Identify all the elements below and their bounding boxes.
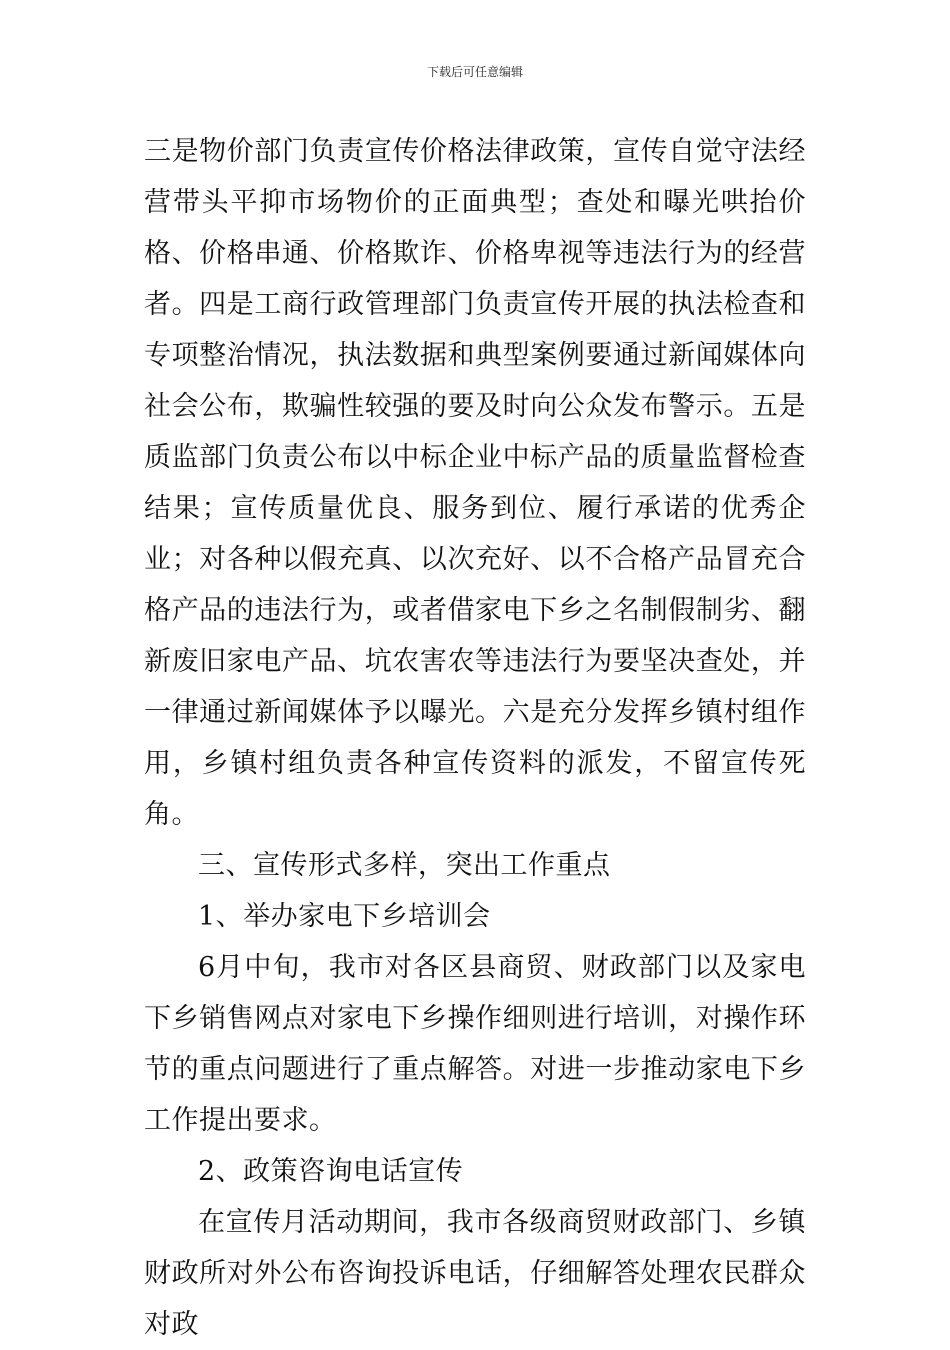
paragraph-training-meeting: 6月中旬，我市对各区县商贸、财政部门以及家电下乡销售网点对家电下乡操作细则进行培训，对操作环节的重点问题进行了重点解答。对进一步推动家电下乡工作提出要求。 (144, 952, 806, 1136)
subheading-training-meeting: 1、举办家电下乡培训会 (198, 901, 491, 932)
subheading-phone-consultation: 2、政策咨询电话宣传 (198, 1156, 464, 1187)
section-heading-publicity-forms: 三、宣传形式多样，突出工作重点 (198, 850, 611, 881)
paragraph-price-department-duties: 三是物价部门负责宣传价格法律政策，宣传自觉守法经营带头平抑市场物价的正面典型；查处和曝光哄抬价格、价格串通、价格欺诈、价格卑视等违法行为的经营者。四是工商行政管理部门负责宣传开展的执法检查和专项整治情况，执法数据和典型案例要通过新闻媒体向社会公布，欺骗性较强的要及时向公众发布警示。五是质监部门负责公布以中标企业中标产品的质量监督检查结果；宣传质量优良、服务到位、履行承诺的优秀企业；对各种以假充真、以次充好、以不合格产品冒充合格产品的违法行为，或者借家电下乡之名制假制劣、翻新废旧家电产品、坑农害农等违法行为要坚决查处，并一律通过新闻媒体予以曝光。六是充分发挥乡镇村组作用，乡镇村组负责各种宣传资料的派发，不留宣传死角。 (144, 136, 806, 830)
page-header-note: 下载后可任意编辑 (426, 65, 523, 79)
document-body (144, 126, 806, 1350)
paragraph-phone-consultation: 在宣传月活动期间，我市各级商贸财政部门、乡镇财政所对外公布咨询投诉电话，仔细解答处理农民群众对政 (144, 1207, 806, 1340)
